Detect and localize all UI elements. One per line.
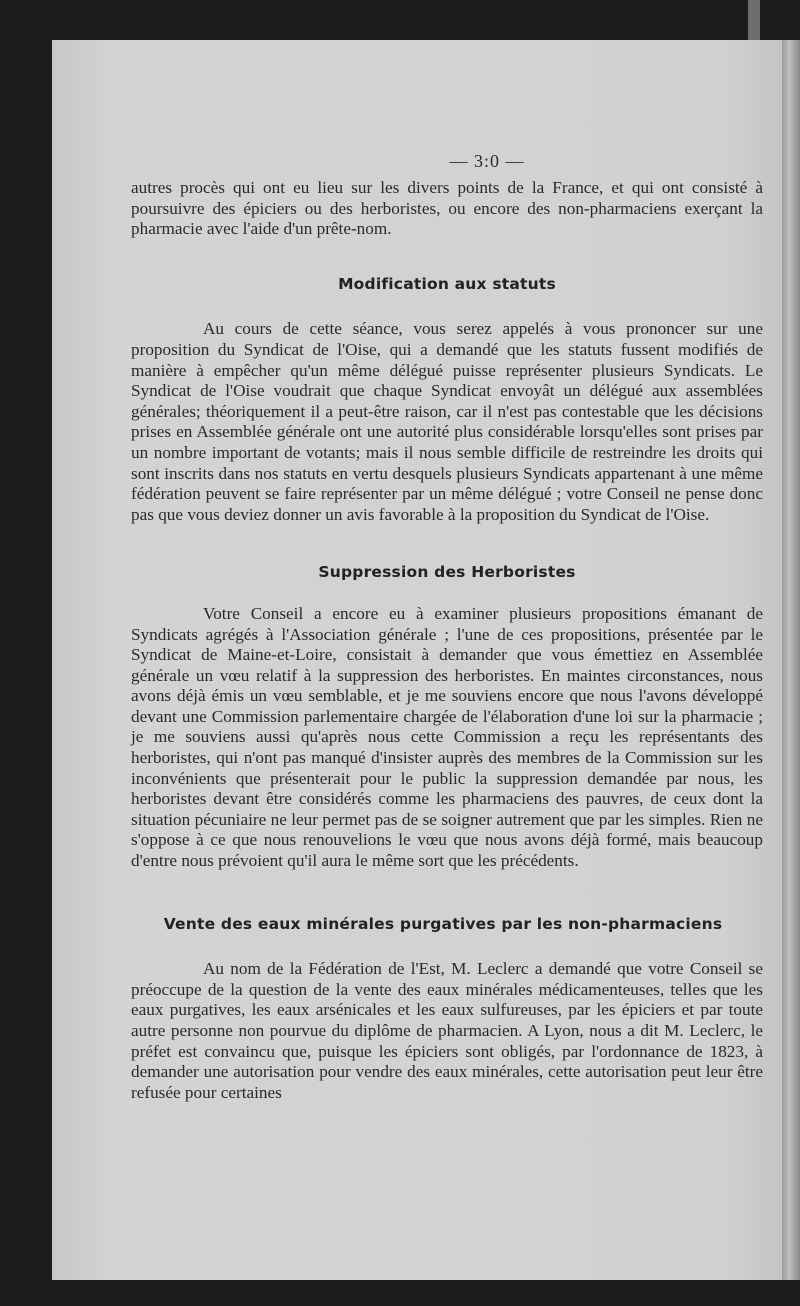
intro-paragraph: autres procès qui ont eu lieu sur les divers points de la France, et qui ont consisté à poursuivre des épiciers ou des herboristes, ou encore des non-pharmaciens exerçant la pharmacie avec l'aide d'un prête-nom. [131, 178, 763, 239]
page-number: — 3:0 — [449, 151, 525, 171]
paragraph-modification-statuts: Au cours de cette séance, vous serez appelés à vous prononcer sur une proposition du Syndicat de l'Oise, qui a demandé que les statuts fussent modifiés de manière à empêcher qu'un même délégué puisse représenter plusieurs Syndicats. Le Syndicat de l'Oise voudrait que chaque Syndicat envoyât un délégué aux assemblées générales; théoriquement il a peut-être raison, car il n'est pas contestable que les décisions prises en Assemblée générale ont une autorité plus considérable lorsqu'elles sont prises par un nombre important de votants; mais il nous semble difficile de restreindre les droits qui sont inscrits dans nos statuts en vertu desquels plusieurs Syndicats appartenant à une même fédération peuvent se faire représenter par un même délégué ; votre Conseil ne pense donc pas que vous deviez donner un avis favorable à la proposition du Syndicat de l'Oise. [131, 319, 763, 524]
heading-modification-statuts: Modification aux statuts [338, 274, 556, 293]
page-edge [782, 40, 800, 1280]
heading-vente-eaux-minerales: Vente des eaux minérales purgatives par les non-pharmaciens [163, 914, 723, 933]
binding-tab [748, 0, 760, 42]
paragraph-suppression-herboristes: Votre Conseil a encore eu à examiner plusieurs propositions émanant de Syndicats agrégés à l'Association générale ; l'une de ces propositions, présentée par le Syndicat de Maine-et-Loire, consistait à demander que vous émettiez en Assemblée générale un vœu relatif à la suppression des herboristes. En maintes circonstances, nous avons déjà émis un vœu semblable, et je me souviens encore que nous l'avons développé devant une Commission parlementaire chargée de l'élaboration d'une loi sur la pharmacie ; je me souviens aussi qu'après nous cette Commission a reçu les représentants des herboristes, qui n'ont pas manqué d'insister auprès des membres de la Commission sur les inconvénients que présenterait pour le public la suppression demandée par nous, les herboristes devant être considérés comme les pharmaciens des pauvres, de ceux dont la situation pécuniaire ne leur permet pas de se soigner autrement que par les simples. Rien ne s'oppose à ce que nous renouvelions le vœu que nous avons déjà formé, mais beaucoup d'entre nous prévoient qu'il aura le même sort que les précédents. [131, 603, 763, 871]
heading-suppression-herboristes: Suppression des Herboristes [318, 563, 576, 582]
paragraph-vente-eaux-minerales: Au nom de la Fédération de l'Est, M. Leclerc a demandé que votre Conseil se préoccupe de la question de la vente des eaux minérales médicamenteuses, telles que les eaux purgatives, les eaux arsénicales et les eaux sulfureuses, par les épiciers et par toute autre personne non pourvue du diplôme de pharmacien. A Lyon, nous a dit M. Leclerc, le préfet est convaincu que, puisque les épiciers sont obligés, par l'ordonnance de 1823, à demander une autorisation pour vendre des eaux minérales, cette autorisation peut leur être refusée pour certaines [131, 959, 763, 1102]
page-text [131, 148, 763, 1103]
